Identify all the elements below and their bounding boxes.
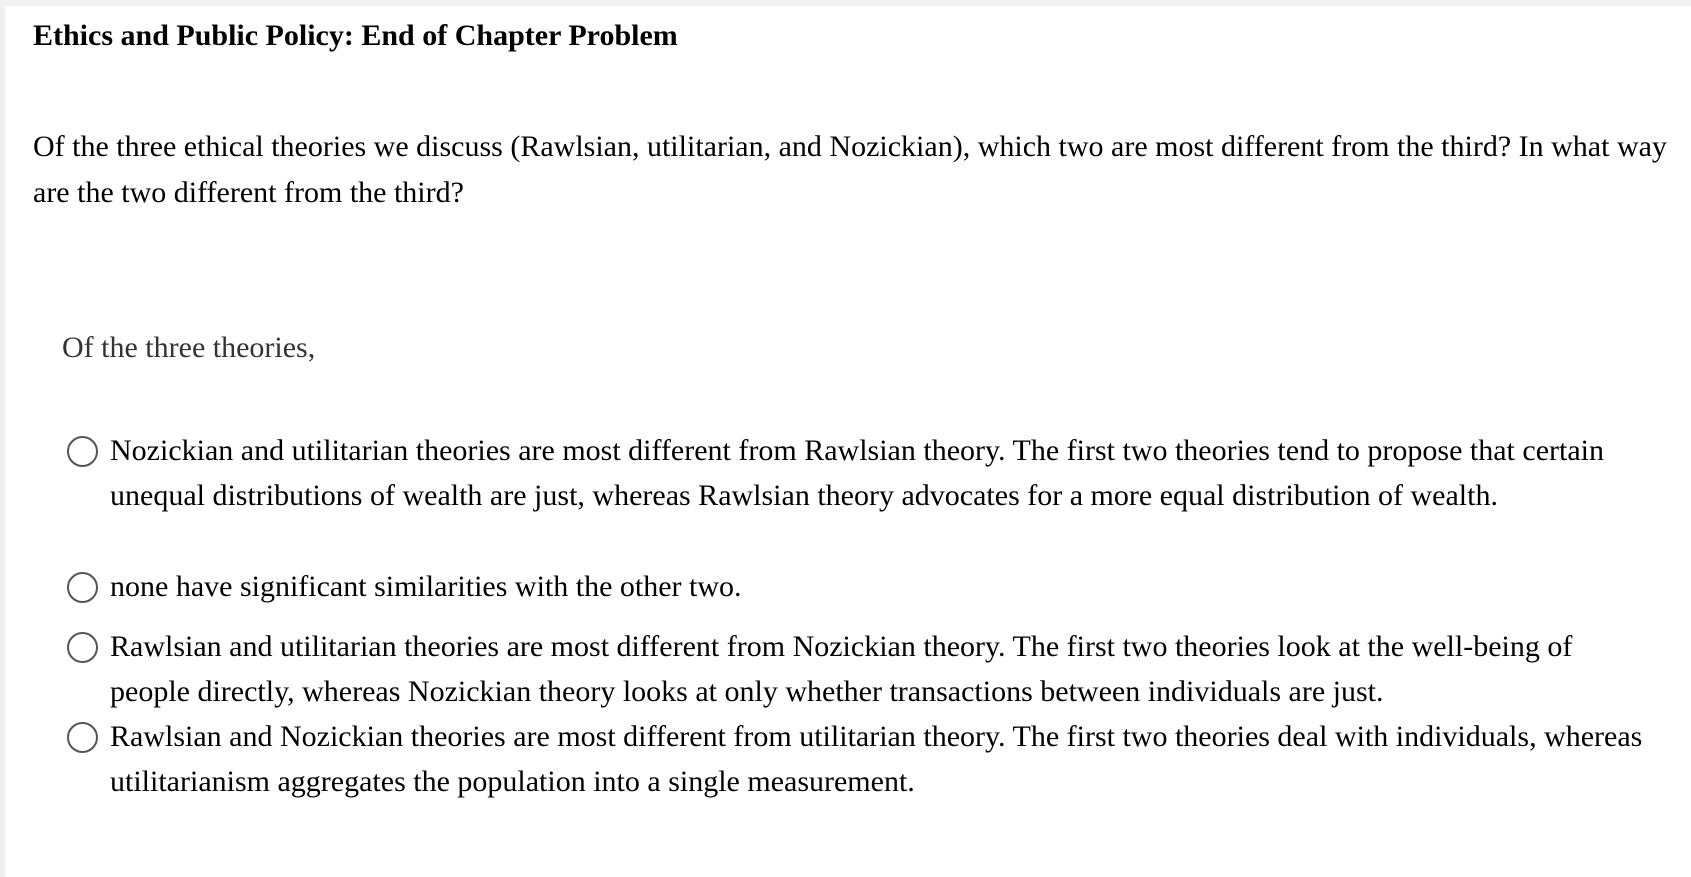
radio-button-3[interactable] <box>67 632 98 663</box>
question-text: Of the three ethical theories we discuss (Rawlsian, utilitarian, and Nozickian), which two are most different from the third? In what way are the two different from the third? <box>33 130 1667 209</box>
radio-button-4[interactable] <box>67 722 98 753</box>
radio-button-2[interactable] <box>67 572 98 603</box>
answer-option-4-label[interactable]: Rawlsian and Nozickian theories are most different from utilitarian theory. The first two theories deal with individuals, whereas utilitarianism aggregates the population into a single measurement. <box>110 720 1643 798</box>
answer-option-2-label[interactable]: none have significant similarities with the other two. <box>110 570 742 603</box>
answer-option-3-label[interactable]: Rawlsian and utilitarian theories are most different from Nozickian theory. The first two theories look at the well-being of people directly, whereas Nozickian theory looks at only whether transactions between individuals are just. <box>110 630 1573 708</box>
problem-panel <box>5 6 1691 877</box>
page-title: Ethics and Public Policy: End of Chapter Problem <box>33 19 678 52</box>
answer-option-4[interactable] <box>67 714 1657 804</box>
answer-lead-text: Of the three theories, <box>62 331 316 364</box>
answer-option-1-label[interactable]: Nozickian and utilitarian theories are most different from Rawlsian theory. The first two theories tend to propose that certain unequal distributions of wealth are just, whereas Rawlsian theory advocates for a more equal distribution of wealth. <box>110 434 1604 512</box>
answer-option-3[interactable] <box>67 624 1657 714</box>
answer-option-1[interactable] <box>67 428 1657 518</box>
answer-option-2[interactable] <box>67 564 1657 609</box>
radio-button-1[interactable] <box>67 436 98 467</box>
